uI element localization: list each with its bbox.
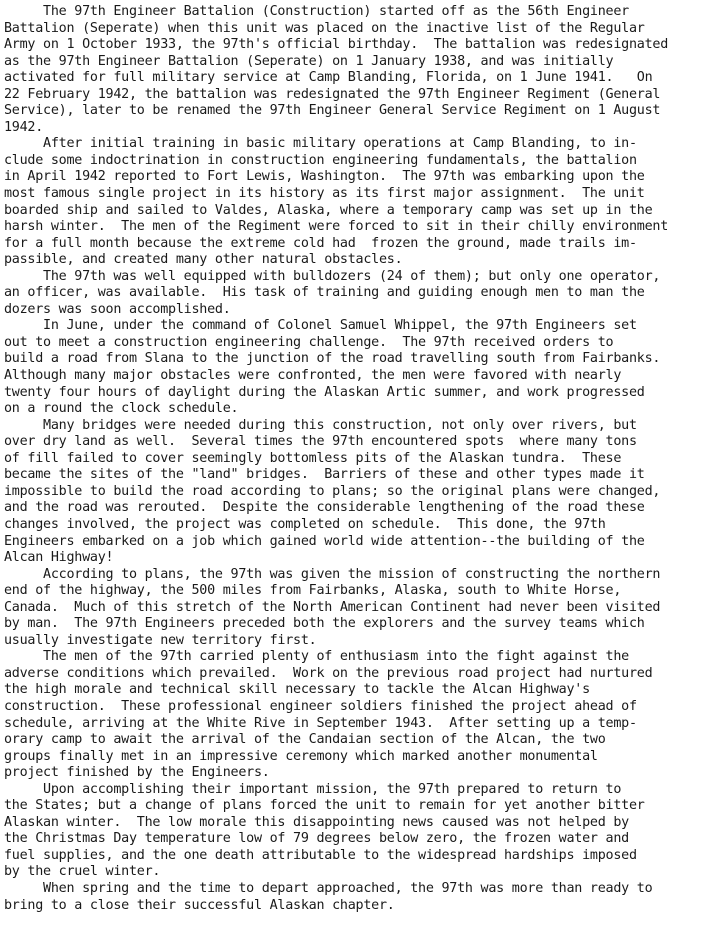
text-line: bring to a close their successful Alaskan chapter. (4, 897, 395, 913)
text-line: end of the highway, the 500 miles from Fairbanks, Alaska, south to White Horse, (4, 583, 622, 599)
text-line: usually investigate new territory first. (4, 632, 317, 648)
text-line: Alcan Highway! (4, 550, 114, 566)
text-line: groups finally met in an impressive ceremony which marked another monumental (4, 748, 598, 764)
text-line: The men of the 97th carried plenty of enthusiasm into the fight against the (4, 649, 629, 665)
text-line: of fill failed to cover seemingly bottomless pits of the Alaskan tundra. These (4, 450, 622, 466)
text-line: an officer, was available. His task of training and guiding enough men to man the (4, 285, 645, 301)
text-line: impossible to build the road according to plans; so the original plans were changed, (4, 483, 661, 499)
text-line: project finished by the Engineers. (4, 765, 270, 781)
text-line: twenty four hours of daylight during the Alaskan Artic summer, and work progressed (4, 384, 645, 400)
text-line: After initial training in basic military operations at Camp Blanding, to in- (4, 136, 637, 152)
text-line: dozers was soon accomplished. (4, 301, 231, 317)
text-line: Service), later to be renamed the 97th Engineer General Service Regiment on 1 August (4, 103, 661, 119)
text-line: Engineers embarked on a job which gained world wide attention--the building of the (4, 533, 645, 549)
text-line: for a full month because the extreme cold had frozen the ground, made trails im- (4, 235, 637, 251)
text-line: 22 February 1942, the battalion was redesignated the 97th Engineer Regiment (General (4, 86, 661, 102)
text-line: orary camp to await the arrival of the Candaian section of the Alcan, the two (4, 732, 606, 748)
document-text (4, 4, 720, 914)
text-line: changes involved, the project was completed on schedule. This done, the 97th (4, 516, 606, 532)
text-line: The 97th Engineer Battalion (Construction) started off as the 56th Engineer (4, 4, 629, 19)
text-line: The 97th was well equipped with bulldozers (24 of them); but only one operator, (4, 268, 661, 284)
text-line: According to plans, the 97th was given the mission of constructing the northern (4, 566, 661, 582)
text-line: the high morale and technical skill necessary to tackle the Alcan Highway's (4, 682, 590, 698)
text-line: 1942. (4, 119, 44, 135)
text-line: by the cruel winter. (4, 864, 161, 880)
text-line: Army on 1 October 1933, the 97th's official birthday. The battalion was redesignated (4, 37, 669, 53)
text-line: Alaskan winter. The low morale this disappointing news caused was not helped by (4, 814, 629, 830)
text-line: by man. The 97th Engineers preceded both the explorers and the survey teams which (4, 616, 645, 632)
text-line: activated for full military service at Camp Blanding, Florida, on 1 June 1941. On (4, 70, 653, 86)
text-line: When spring and the time to depart approached, the 97th was more than ready to (4, 880, 653, 896)
text-line: Although many major obstacles were confronted, the men were favored with nearly (4, 368, 622, 384)
text-line: fuel supplies, and the one death attributable to the widespread hardships imposed (4, 847, 637, 863)
text-line: most famous single project in its history as its first major assignment. The unit (4, 186, 645, 202)
text-line: boarded ship and sailed to Valdes, Alaska, where a temporary camp was set up in the (4, 202, 653, 218)
text-line: Battalion (Seperate) when this unit was placed on the inactive list of the Regular (4, 20, 645, 36)
text-line: Many bridges were needed during this construction, not only over rivers, but (4, 417, 637, 433)
text-line: harsh winter. The men of the Regiment were forced to sit in their chilly environment (4, 219, 669, 235)
text-line: out to meet a construction engineering challenge. The 97th received orders to (4, 334, 614, 350)
text-line: in April 1942 reported to Fort Lewis, Washington. The 97th was embarking upon the (4, 169, 645, 185)
text-line: passible, and created many other natural obstacles. (4, 252, 403, 268)
text-line: build a road from Slana to the junction of the road travelling south from Fairbanks. (4, 351, 661, 367)
text-line: Canada. Much of this stretch of the North American Continent had never been visited (4, 599, 661, 615)
text-line: Upon accomplishing their important mission, the 97th prepared to return to (4, 781, 622, 797)
text-line: on a round the clock schedule. (4, 401, 239, 417)
text-line: the States; but a change of plans forced the unit to remain for yet another bitter (4, 798, 645, 814)
text-line: became the sites of the "land" bridges. Barriers of these and other types made it (4, 467, 645, 483)
text-line: schedule, arriving at the White Rive in September 1943. After setting up a temp- (4, 715, 637, 731)
text-line: clude some indoctrination in construction engineering fundamentals, the battalion (4, 152, 637, 168)
text-line: as the 97th Engineer Battalion (Seperate) on 1 January 1938, and was initially (4, 53, 614, 69)
text-line: In June, under the command of Colonel Samuel Whippel, the 97th Engineers set (4, 318, 637, 334)
text-line: adverse conditions which prevailed. Work on the previous road project had nurtured (4, 665, 653, 681)
text-line: and the road was rerouted. Despite the considerable lengthening of the road these (4, 500, 645, 516)
text-line: the Christmas Day temperature low of 79 degrees below zero, the frozen water and (4, 831, 629, 847)
text-line: construction. These professional engineer soldiers finished the project ahead of (4, 698, 637, 714)
text-line: over dry land as well. Several times the 97th encountered spots where many tons (4, 434, 637, 450)
